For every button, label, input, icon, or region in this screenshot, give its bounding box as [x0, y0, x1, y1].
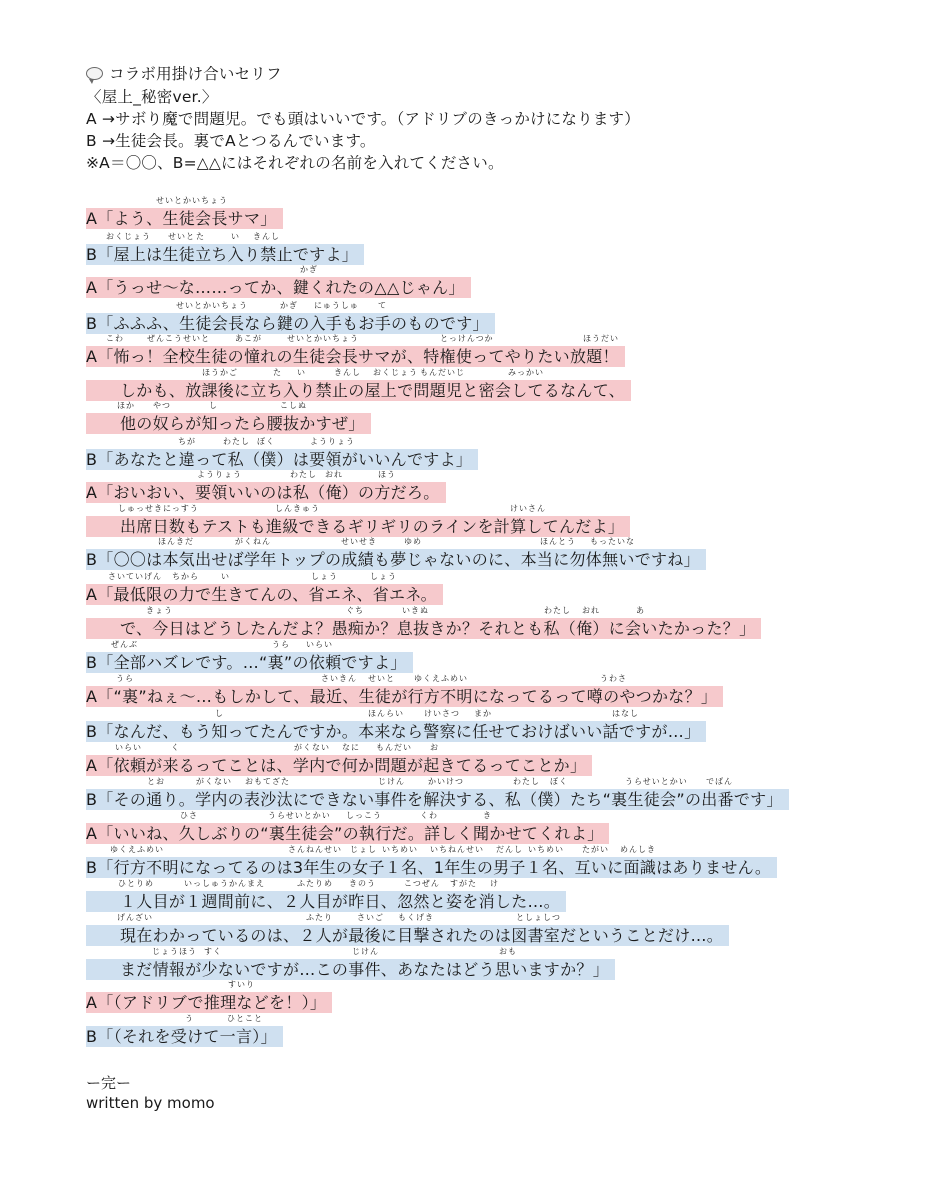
- furigana: い: [221, 572, 230, 581]
- furigana: ゆくえふめい: [110, 845, 164, 854]
- dialogue-line-b: B「〇〇は本気出せば学年トップの成績も夢じゃないのに、本当に勿体無いですね」: [86, 549, 706, 570]
- furigana: いっしゅうかんまえ: [184, 879, 265, 888]
- furigana: し: [215, 709, 224, 718]
- furigana: いちめい: [382, 845, 418, 854]
- dialogue-line-b: B「屋上は生徒立ち入り禁止ですよ」: [86, 244, 364, 265]
- furigana: いちねんせい: [430, 845, 484, 854]
- furigana: き: [483, 811, 492, 820]
- furigana: すがた: [450, 879, 477, 888]
- furigana: おれ: [582, 606, 600, 615]
- furigana: しょう: [311, 572, 338, 581]
- furigana: さいきん: [321, 674, 357, 683]
- furigana: さいていげん: [108, 572, 162, 581]
- furigana: にゅうしゅ: [314, 301, 359, 310]
- dialogue-line-b: B「ふふふ、生徒会長なら鍵の入手もお手のものです」: [86, 313, 495, 334]
- dialogue-line-b: B「その通り。学内の表沙汰にできない事件を解決する、私（僕）たち“裏生徒会”の出番です」: [86, 789, 789, 810]
- dialogue-line-a: 他の奴らが知ったら腰抜かすぜ」: [86, 413, 371, 434]
- furigana: ほんらい: [368, 709, 404, 718]
- furigana: きんし: [334, 368, 361, 377]
- furigana: こしぬ: [280, 401, 307, 410]
- furigana: きょう: [146, 606, 173, 615]
- furigana: こわ: [106, 334, 124, 343]
- furigana: ほう: [378, 470, 396, 479]
- furigana: かいけつ: [428, 777, 464, 786]
- furigana: ゆめ: [404, 537, 422, 546]
- furigana: ひさ: [180, 811, 198, 820]
- furigana: うわさ: [600, 674, 627, 683]
- dialogue-line-b: B「全部ハズレです。…“裏”の依頼ですよ」: [86, 652, 413, 673]
- furigana: うらせいとかい: [268, 811, 331, 820]
- furigana: せいと: [168, 232, 195, 241]
- furigana: もんだい: [376, 743, 412, 752]
- furigana: ほうかご: [202, 368, 238, 377]
- furigana: けいさん: [510, 504, 546, 513]
- dialogue-line-a: A「いいね、久しぶりの“裏生徒会”の執行だ。詳しく聞かせてくれよ」: [86, 823, 609, 844]
- furigana: ふたりめ: [297, 879, 333, 888]
- furigana: せいせき: [341, 537, 377, 546]
- furigana: せいとかいちょう: [176, 301, 248, 310]
- furigana: おも: [499, 947, 517, 956]
- furigana: ようりょう: [310, 437, 355, 446]
- dialogue-line-a: で、今日はどうしたんだよ？愚痴か？息抜きか？それとも私（俺）に会いたかった？」: [86, 618, 761, 639]
- dialogue-line-a: A「おいおい、要領いいのは私（俺）の方だろ。: [86, 482, 446, 503]
- furigana: まか: [474, 709, 492, 718]
- furigana: さんねんせい: [288, 845, 342, 854]
- furigana: ほんとう: [540, 537, 576, 546]
- furigana: きのう: [349, 879, 376, 888]
- end-mark: ー完ー: [86, 1074, 132, 1092]
- furigana: ちが: [178, 437, 196, 446]
- document-title: コラボ用掛け合いセリフ: [109, 65, 282, 83]
- furigana: た: [196, 232, 205, 241]
- dialogue-line-a: A「（アドリブで推理などを！）」: [86, 992, 332, 1013]
- furigana: ほうだい: [583, 334, 619, 343]
- speech-bubble-icon: [86, 67, 103, 80]
- furigana: うら: [116, 674, 134, 683]
- furigana: て: [378, 301, 387, 310]
- role-description-b: B →生徒会長。裏でAとつるんでいます。: [86, 132, 376, 150]
- furigana: け: [490, 879, 499, 888]
- furigana: じょうほう: [152, 947, 197, 956]
- furigana: おもてざた: [245, 777, 290, 786]
- furigana: はなし: [612, 709, 639, 718]
- furigana: かぎ: [280, 301, 298, 310]
- dialogue-line-b: B「なんだ、もう知ってたんですか。本来なら警察に任せておけばいい話ですが…」: [86, 721, 706, 742]
- furigana: がくない: [294, 743, 330, 752]
- furigana: うら: [272, 640, 290, 649]
- dialogue-line-b: １人目が１週間前に、２人目が昨日、忽然と姿を消した…。: [86, 891, 566, 912]
- furigana: さいご: [357, 913, 384, 922]
- furigana: なに: [342, 743, 360, 752]
- furigana: ほか: [117, 401, 135, 410]
- furigana: こつぜん: [404, 879, 440, 888]
- furigana: めんしき: [620, 845, 656, 854]
- dialogue-line-a: A「うっせ〜な……ってか、鍵くれたの△△じゃん」: [86, 277, 471, 298]
- document-title-row: [86, 64, 282, 84]
- furigana: た: [273, 368, 282, 377]
- furigana: しっこう: [346, 811, 382, 820]
- furigana: い: [231, 232, 240, 241]
- furigana: ふたり: [306, 913, 333, 922]
- dialogue-line-b: まだ情報が少ないですが…この事件、あなたはどう思いますか？」: [86, 959, 615, 980]
- furigana: しんきゅう: [275, 504, 320, 513]
- document-subtitle: 〈屋上_秘密ver.〉: [86, 88, 218, 106]
- furigana: くわ: [420, 811, 438, 820]
- furigana: たがい: [582, 845, 609, 854]
- furigana: とっけんつか: [440, 334, 494, 343]
- furigana: しゅっせきにっすう: [118, 504, 199, 513]
- furigana: しょう: [370, 572, 397, 581]
- furigana: あこが: [235, 334, 262, 343]
- furigana: げんざい: [117, 913, 153, 922]
- furigana: せいとかいちょう: [287, 334, 359, 343]
- furigana: ようりょう: [197, 470, 242, 479]
- furigana: お: [430, 743, 439, 752]
- furigana: ゆくえふめい: [414, 674, 468, 683]
- furigana: わたし: [544, 606, 571, 615]
- furigana: おれ: [325, 470, 343, 479]
- dialogue-line-a: 出席日数もテストも進級できるギリギリのラインを計算してんだよ」: [86, 516, 630, 537]
- furigana: じょし: [350, 845, 377, 854]
- furigana: わたし: [513, 777, 540, 786]
- furigana: おくじょう: [373, 368, 418, 377]
- dialogue-line-a: A「“裏”ねぇ〜…もしかして、最近、生徒が行方不明になってるって噂のやつかな？」: [86, 686, 723, 707]
- author-credit: written by momo: [86, 1094, 215, 1112]
- furigana: ひとこと: [227, 1014, 263, 1023]
- furigana: もんだいじ: [420, 368, 465, 377]
- furigana: わたし: [223, 437, 250, 446]
- furigana: でばん: [706, 777, 733, 786]
- furigana: みっかい: [508, 368, 544, 377]
- furigana: じけん: [378, 777, 405, 786]
- furigana: もったいな: [590, 537, 635, 546]
- furigana: もくげき: [398, 913, 434, 922]
- furigana: としょしつ: [516, 913, 561, 922]
- furigana: せいと: [368, 674, 395, 683]
- furigana: い: [297, 368, 306, 377]
- role-description-a: A →サボり魔で問題児。でも頭はいいです。（アドリブのきっかけになります）: [86, 110, 640, 128]
- dialogue-line-b: B「（それを受けて一言）」: [86, 1026, 283, 1047]
- furigana: ぜんこうせいと: [147, 334, 210, 343]
- furigana: ちから: [172, 572, 199, 581]
- furigana: あ: [636, 606, 645, 615]
- dialogue-line-a: A「怖っ！全校生徒の憧れの生徒会長サマが、特権使ってやりたい放題！: [86, 346, 625, 367]
- furigana: おくじょう: [106, 232, 151, 241]
- furigana: じけん: [352, 947, 379, 956]
- furigana: すく: [204, 947, 222, 956]
- furigana: ひとりめ: [118, 879, 154, 888]
- furigana: いちめい: [528, 845, 564, 854]
- dialogue-line-a: しかも、放課後に立ち入り禁止の屋上で問題児と密会してるなんて、: [86, 380, 631, 401]
- furigana: とお: [147, 777, 165, 786]
- furigana: う: [185, 1014, 194, 1023]
- furigana: すいり: [228, 980, 255, 989]
- name-instruction-note: ※A＝〇〇、B=△△にはそれぞれの名前を入れてください。: [86, 154, 504, 172]
- dialogue-line-b: B「あなたと違って私（僕）は要領がいいんですよ」: [86, 449, 478, 470]
- furigana: ぼく: [550, 777, 568, 786]
- furigana: きんし: [253, 232, 280, 241]
- furigana: いきぬ: [402, 606, 429, 615]
- dialogue-line-b: 現在わかっているのは、２人が最後に目撃されたのは図書室だということだけ…。: [86, 925, 729, 946]
- furigana: せいとかいちょう: [156, 196, 228, 205]
- furigana: がくない: [196, 777, 232, 786]
- furigana: うらせいとかい: [625, 777, 688, 786]
- furigana: やつ: [153, 401, 171, 410]
- furigana: ほんきだ: [158, 537, 194, 546]
- furigana: し: [209, 401, 218, 410]
- furigana: わたし: [290, 470, 317, 479]
- dialogue-line-b: B「行方不明になってるのは3年生の女子１名、1年生の男子１名、互いに面識はありません。: [86, 857, 777, 878]
- furigana: かぎ: [300, 265, 318, 274]
- dialogue-line-a: A「よう、生徒会長サマ」: [86, 208, 283, 229]
- furigana: く: [171, 743, 180, 752]
- furigana: ぜんぶ: [111, 640, 138, 649]
- furigana: いらい: [115, 743, 142, 752]
- dialogue-line-a: A「依頼が来るってことは、学内で何か問題が起きてるってことか」: [86, 755, 592, 776]
- furigana: ぐち: [346, 606, 364, 615]
- furigana: がくねん: [235, 537, 271, 546]
- furigana: いらい: [306, 640, 333, 649]
- furigana: けいさつ: [424, 709, 460, 718]
- dialogue-line-a: A「最低限の力で生きてんの、省エネ、省エネ。: [86, 584, 443, 605]
- furigana: ぼく: [257, 437, 275, 446]
- furigana: だんし: [496, 845, 523, 854]
